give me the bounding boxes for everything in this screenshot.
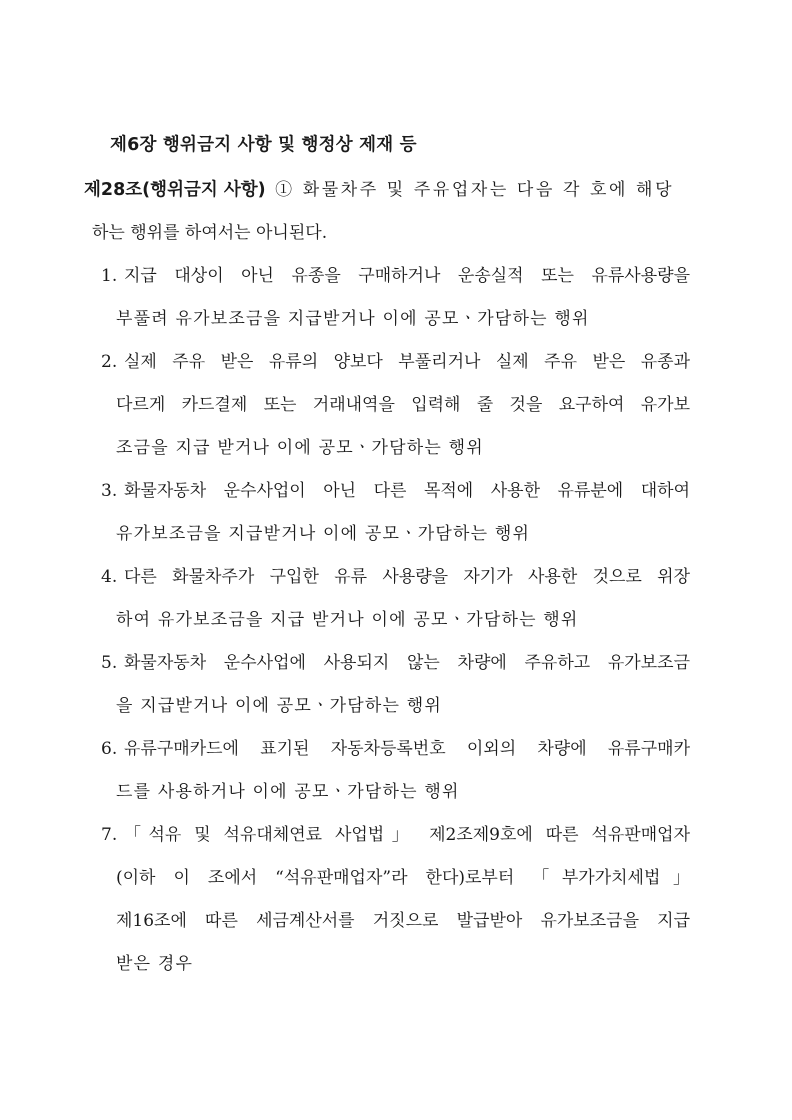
item-line: 유류구매카드에 표기된 자동차등록번호 이외의 차량에 유류구매카 (124, 739, 690, 759)
item-number: 4. (101, 567, 118, 587)
item-number: 3. (101, 481, 118, 501)
item-number: 6. (101, 739, 118, 759)
item-line: 지급 대상이 아닌 유종을 구매하거나 운송실적 또는 유류사용량을 (124, 266, 690, 286)
article-heading: 제28조(행위금지 사항) (84, 180, 266, 200)
item-line: 드를 사용하거나 이에 공모ㆍ가담하는 행위 (116, 782, 460, 802)
item-number: 1. (101, 266, 118, 286)
item-line: 조금을 지급 받거나 이에 공모ㆍ가담하는 행위 (116, 438, 484, 458)
item-line: 화물자동차 운수사업이 아닌 다른 목적에 사용한 유류분에 대하여 (124, 481, 690, 501)
item-line: 다르게 카드결제 또는 거래내역을 입력해 줄 것을 요구하여 유가보 (116, 395, 690, 415)
chapter-title: 제6장 행위금지 사항 및 행정상 제재 등 (110, 135, 417, 155)
item-number: 2. (101, 352, 118, 372)
item-number: 7. (101, 825, 118, 845)
item-line: 제16조에 따른 세금계산서를 거짓으로 발급받아 유가보조금을 지급 (116, 911, 690, 931)
item-number: 5. (101, 653, 118, 673)
item-line: 실제 주유 받은 유류의 양보다 부풀리거나 실제 주유 받은 유종과 (124, 352, 690, 372)
item-line: (이하 이 조에서 “석유판매업자”라 한다)로부터 「부가가치세법」 (116, 868, 690, 888)
article-heading-line (84, 178, 688, 202)
article-intro-line1: ① 화물차주 및 주유업자는 다음 각 호에 해당 (275, 180, 675, 200)
item-line: 을 지급받거나 이에 공모ㆍ가담하는 행위 (116, 696, 442, 716)
item-line: 하여 유가보조금을 지급 받거나 이에 공모ㆍ가담하는 행위 (116, 610, 579, 630)
article-intro-line2: 하는 행위를 하여서는 아니된다. (92, 223, 328, 243)
item-line: 유가보조금을 지급받거나 이에 공모ㆍ가담하는 행위 (116, 524, 531, 544)
item-line: 부풀려 유가보조금을 지급받거나 이에 공모ㆍ가담하는 행위 (116, 309, 590, 329)
item-line: 다른 화물차주가 구입한 유류 사용량을 자기가 사용한 것으로 위장 (124, 567, 690, 587)
item-line: 받은 경우 (116, 954, 194, 974)
item-line: 「석유 및 석유대체연료 사업법」 제2조제9호에 따른 석유판매업자 (124, 825, 690, 845)
item-line: 화물자동차 운수사업에 사용되지 않는 차량에 주유하고 유가보조금 (124, 653, 690, 673)
